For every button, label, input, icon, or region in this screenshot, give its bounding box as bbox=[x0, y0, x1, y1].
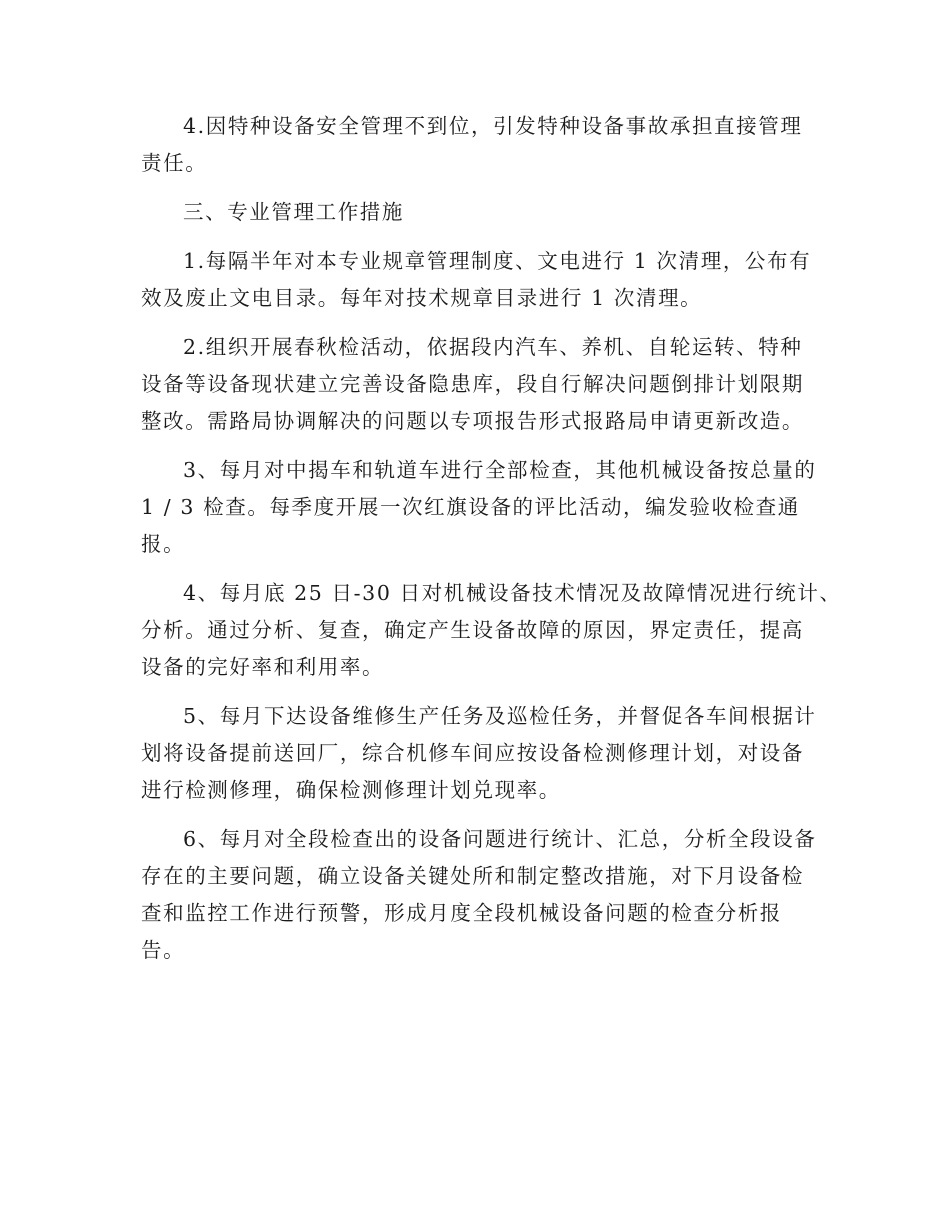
text-line: 整改。需路局协调解决的问题以专项报告形式报路局申请更新改造。 bbox=[141, 409, 804, 433]
paragraph-measure-6 bbox=[141, 821, 817, 969]
text-line: 效及废止文电目录。每年对技术规章目录进行 1 次清理。 bbox=[141, 286, 703, 310]
text-line: 1.每隔半年对本专业规章管理制度、文电进行 1 次清理，公布有 bbox=[183, 249, 812, 273]
paragraph-measure-5 bbox=[141, 698, 817, 809]
text-line: 4.因特种设备安全管理不到位，引发特种设备事故承担直接管理 bbox=[183, 114, 803, 138]
text-line: 2.组织开展春秋检活动，依据段内汽车、养机、自轮运转、特种 bbox=[183, 335, 803, 359]
text-line: 三、专业管理工作措施 bbox=[183, 200, 404, 224]
text-line: 报。 bbox=[141, 532, 186, 556]
text-line: 3、每月对中揭车和轨道车进行全部检查，其他机械设备按总量的 bbox=[183, 458, 817, 482]
paragraph-measure-2 bbox=[141, 329, 811, 440]
paragraph-measure-1 bbox=[141, 243, 811, 317]
text-line: 告。 bbox=[141, 938, 186, 962]
paragraph-section-3-heading bbox=[141, 194, 811, 231]
paragraph-para-4-safety bbox=[141, 108, 811, 182]
document-body bbox=[141, 108, 842, 981]
text-line: 4、每月底 25 日-30 日对机械设备技术情况及故障情况进行统计、 bbox=[183, 581, 842, 605]
paragraph-measure-3 bbox=[141, 452, 817, 563]
text-line: 查和监控工作进行预警，形成月度全段机械设备问题的检查分析报 bbox=[141, 901, 782, 925]
text-line: 存在的主要问题，确立设备关键处所和制定整改措施，对下月设备检 bbox=[141, 864, 804, 888]
text-line: 5、每月下达设备维修生产任务及巡检任务，并督促各车间根据计 bbox=[183, 704, 817, 728]
text-line: 6、每月对全段检查出的设备问题进行统计、汇总，分析全段设备 bbox=[183, 827, 817, 851]
paragraph-measure-4 bbox=[141, 575, 842, 686]
text-line: 分析。通过分析、复查，确定产生设备故障的原因，界定责任，提高 bbox=[141, 618, 804, 642]
text-line: 设备等设备现状建立完善设备隐患库，段自行解决问题倒排计划限期 bbox=[141, 372, 804, 396]
text-line: 责任。 bbox=[141, 151, 208, 175]
text-line: 设备的完好率和利用率。 bbox=[141, 655, 385, 679]
text-line: 进行检测修理，确保检测修理计划兑现率。 bbox=[141, 778, 561, 802]
text-line: 1 / 3 检查。每季度开展一次红旗设备的评比活动，编发验收检查通 bbox=[141, 495, 800, 519]
text-line: 划将设备提前送回厂，综合机修车间应按设备检测修理计划，对设备 bbox=[141, 741, 804, 765]
